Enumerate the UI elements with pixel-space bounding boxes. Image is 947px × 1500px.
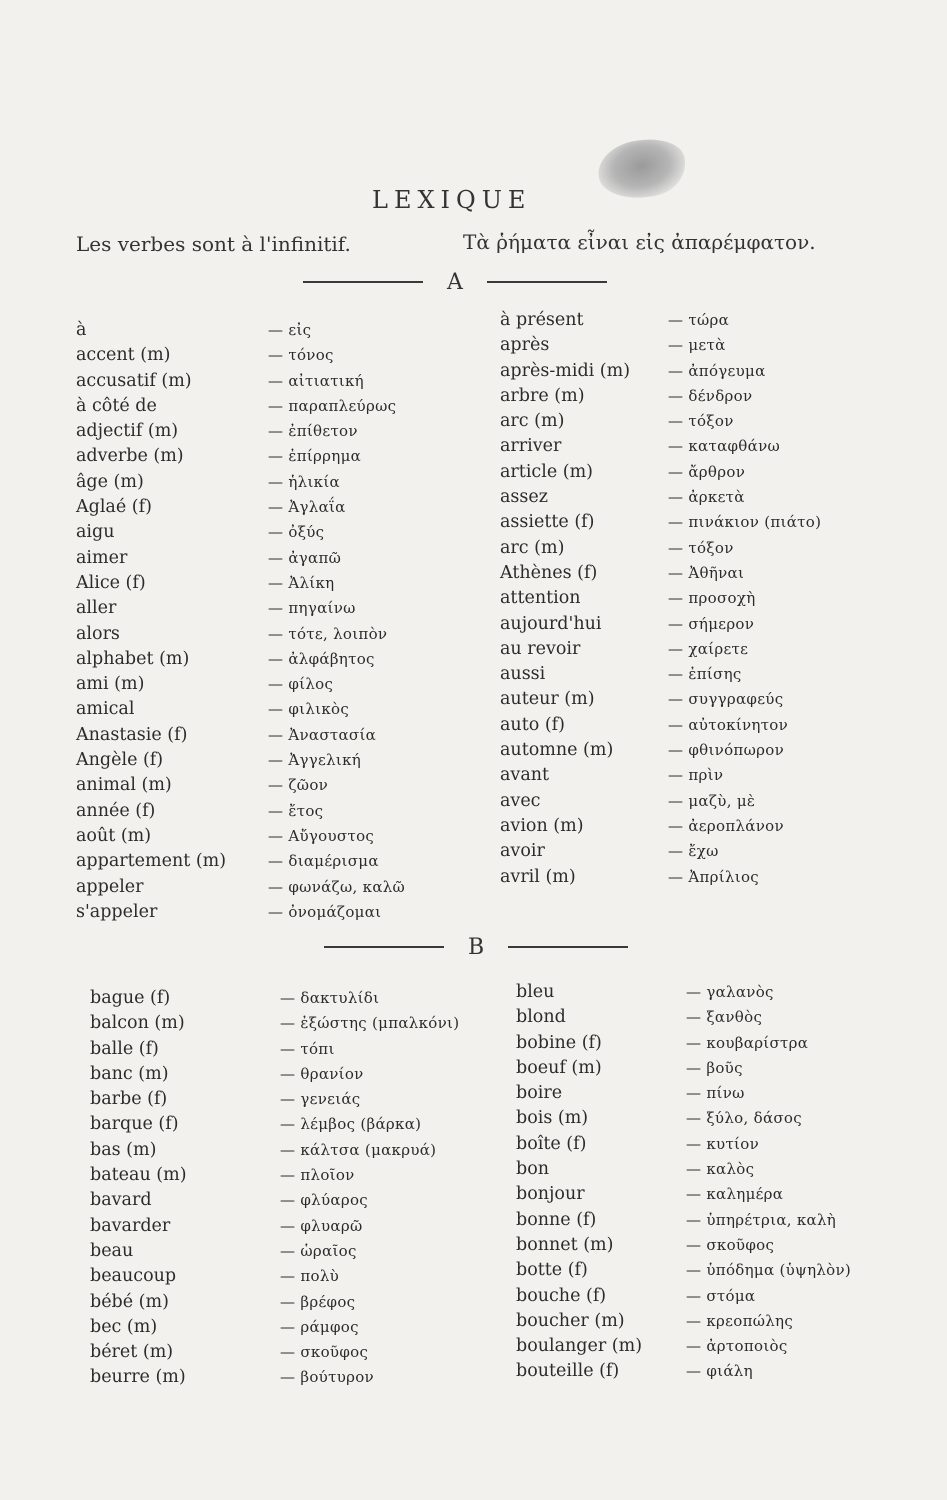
french-term: après: [500, 335, 550, 356]
french-term: aimer: [76, 547, 128, 568]
greek-translation: — τώρα: [668, 311, 730, 329]
greek-translation: — τότε, λοιπὸν: [268, 624, 388, 643]
french-term: bonne (f): [516, 1209, 597, 1230]
french-term: boulanger (m): [516, 1336, 643, 1357]
greek-translation: — βρέφος: [280, 1292, 356, 1311]
french-term: amical: [76, 699, 135, 720]
lexicon-entry: [516, 1284, 947, 1309]
greek-translation: — βούτυρον: [280, 1368, 374, 1387]
french-term: banc (m): [90, 1063, 169, 1084]
lexicon-entry: [516, 980, 947, 1005]
greek-translation: — βοῦς: [686, 1058, 743, 1077]
french-term: à présent: [500, 310, 584, 330]
lexicon-entry: [500, 789, 940, 814]
lexicon-entry: [90, 1188, 530, 1213]
lexicon-entry: [76, 470, 516, 495]
french-term: à: [76, 320, 87, 340]
french-term: bec (m): [90, 1316, 158, 1337]
lexicon-entry: [90, 1062, 530, 1087]
french-term: au revoir: [500, 638, 581, 659]
lexicon-entry: [76, 546, 516, 571]
lexicon-entry: [76, 723, 516, 748]
greek-translation: — εἰς: [268, 321, 312, 339]
section-rule-right: [487, 281, 607, 283]
french-term: adverbe (m): [76, 446, 184, 467]
french-term: bleu: [516, 982, 555, 1002]
section-header-b: [324, 935, 628, 959]
lexicon-entry: [500, 586, 940, 611]
lexicon-entry: [500, 839, 940, 864]
french-term: bobine (f): [516, 1032, 602, 1053]
french-term: botte (f): [516, 1260, 588, 1281]
paper-stain: [593, 131, 691, 206]
french-term: boeuf (m): [516, 1057, 602, 1078]
lexicon-entry: [76, 900, 516, 925]
greek-translation: — Αὔγουστος: [268, 826, 375, 845]
french-term: Anastasie (f): [76, 724, 188, 745]
section-letter: A: [447, 269, 463, 295]
lexicon-entry: [76, 799, 516, 824]
french-term: alphabet (m): [76, 648, 190, 669]
lexicon-entry: [76, 622, 516, 647]
greek-translation: — ἀεροπλάνον: [668, 816, 784, 835]
lexicon-entry: [90, 1315, 530, 1340]
greek-translation: — φίλος: [268, 675, 334, 694]
greek-translation: — χαίρετε: [668, 639, 749, 658]
greek-translation: — σκοῦφος: [686, 1235, 775, 1254]
lexicon-entry: [90, 1340, 530, 1365]
french-term: Angèle (f): [76, 750, 164, 771]
greek-translation: — ἀπόγευμα: [668, 361, 766, 380]
lexicon-entry: [516, 1081, 947, 1106]
greek-translation: — φιλικὸς: [268, 700, 350, 719]
french-term: avant: [500, 765, 550, 786]
section-rule-left: [324, 946, 444, 948]
greek-translation: — ἄρθρον: [668, 462, 746, 481]
lexicon-entry: [90, 1011, 530, 1036]
subtitle-french: Les verbes sont à l'infinitif.: [76, 232, 351, 256]
greek-translation: — πίνω: [686, 1084, 745, 1103]
section-b-column-right: [516, 980, 947, 1385]
lexicon-entry: [76, 748, 516, 773]
french-term: auto (f): [500, 714, 565, 735]
lexicon-entry: [76, 419, 516, 444]
french-term: arriver: [500, 436, 562, 457]
lexicon-entry: [90, 1365, 530, 1390]
greek-translation: — Ἀπρίλιος: [668, 867, 759, 886]
greek-translation: — ἔχω: [668, 842, 719, 861]
french-term: balle (f): [90, 1038, 159, 1059]
lexicon-entry: [500, 612, 940, 637]
lexicon-entry: [76, 672, 516, 697]
lexicon-entry: [76, 495, 516, 520]
lexicon-entry: [500, 662, 940, 687]
lexicon-entry: [90, 986, 530, 1011]
lexicon-entry: [76, 318, 516, 343]
french-term: boucher (m): [516, 1310, 625, 1331]
greek-translation: — ἐπίρρημα: [268, 447, 362, 466]
lexicon-entry: [500, 460, 940, 485]
greek-translation: — Ἀλίκη: [268, 573, 335, 592]
greek-translation: — Ἀθῆναι: [668, 563, 745, 582]
lexicon-entry: [500, 409, 940, 434]
greek-translation: — Ἀγλαΐα: [268, 498, 346, 517]
greek-translation: — ἀγαπῶ: [268, 548, 342, 567]
lexicon-entry: [76, 824, 516, 849]
french-term: beaucoup: [90, 1266, 177, 1287]
greek-translation: — ὑπόδημα (ὑψηλὸν): [686, 1261, 852, 1280]
section-letter: B: [468, 934, 485, 960]
french-term: bonjour: [516, 1184, 585, 1205]
french-term: août (m): [76, 825, 152, 846]
lexicon-entry: [500, 763, 940, 788]
french-term: aujourd'hui: [500, 613, 602, 634]
lexicon-entry: [500, 687, 940, 712]
lexicon-entry: [500, 738, 940, 763]
french-term: adjectif (m): [76, 421, 179, 442]
lexicon-entry: [90, 1087, 530, 1112]
section-rule-right: [508, 946, 628, 948]
lexicon-entry: [90, 1037, 530, 1062]
french-term: à côté de: [76, 395, 157, 416]
greek-translation: — καταφθάνω: [668, 437, 781, 456]
french-term: animal (m): [76, 775, 172, 796]
lexicon-entry: [516, 1208, 947, 1233]
french-term: auteur (m): [500, 689, 595, 710]
greek-translation: — αὐτοκίνητον: [668, 715, 789, 734]
page-title: LEXIQUE: [372, 186, 532, 214]
greek-translation: — κάλτσα (μακρυά): [280, 1140, 437, 1159]
greek-translation: — φθινόπωρον: [668, 741, 784, 760]
lexicon-entry: [500, 485, 940, 510]
greek-translation: — κρεοπώλης: [686, 1311, 794, 1330]
lexicon-entry: [500, 359, 940, 384]
french-term: Athènes (f): [500, 562, 598, 583]
greek-translation: — μαζὺ, μὲ: [668, 791, 756, 810]
french-term: arc (m): [500, 411, 565, 432]
french-term: beau: [90, 1240, 134, 1261]
greek-translation: — ζῶον: [268, 776, 329, 795]
french-term: avion (m): [500, 815, 584, 836]
lexicon-entry: [516, 1157, 947, 1182]
lexicon-entry: [516, 1233, 947, 1258]
lexicon-entry: [516, 1005, 947, 1030]
greek-translation: — κυτίον: [686, 1134, 759, 1153]
french-term: aller: [76, 598, 117, 619]
lexicon-entry: [90, 1264, 530, 1289]
lexicon-entry: [76, 520, 516, 545]
lexicon-entry: [90, 1239, 530, 1264]
greek-translation: — ὀνομάζομαι: [268, 902, 382, 921]
greek-translation: — συγγραφεύς: [668, 690, 784, 709]
french-term: aigu: [76, 522, 115, 543]
lexicon-entry: [500, 713, 940, 738]
greek-translation: — ράμφος: [280, 1317, 359, 1336]
greek-translation: — πολὺ: [280, 1267, 340, 1286]
french-term: automne (m): [500, 740, 614, 761]
lexicon-entry: [76, 596, 516, 621]
lexicon-entry: [516, 1334, 947, 1359]
greek-translation: — ἡλικία: [268, 472, 340, 491]
greek-translation: — φωνάζω, καλῶ: [268, 877, 406, 896]
lexicon-entry: [500, 814, 940, 839]
french-term: bas (m): [90, 1139, 157, 1160]
lexicon-entry: [500, 434, 940, 459]
greek-translation: — αἰτιατική: [268, 371, 364, 390]
french-term: Aglaé (f): [76, 497, 152, 518]
greek-translation: — τόπι: [280, 1039, 335, 1058]
greek-translation: — ξανθὸς: [686, 1008, 763, 1027]
greek-translation: — καλὸς: [686, 1160, 755, 1179]
french-term: bavard: [90, 1190, 152, 1211]
lexicon-entry: [90, 1214, 530, 1239]
french-term: attention: [500, 588, 581, 609]
greek-translation: — μετὰ: [668, 336, 726, 355]
french-term: ami (m): [76, 674, 145, 695]
lexicon-entry: [500, 536, 940, 561]
lexicon-entry: [516, 1359, 947, 1384]
greek-translation: — τόξον: [668, 538, 734, 557]
french-term: bague (f): [90, 988, 171, 1008]
greek-translation: — ἔτος: [268, 801, 324, 820]
greek-translation: — γαλανὸς: [686, 983, 774, 1001]
lexicon-entry: [516, 1056, 947, 1081]
french-term: barbe (f): [90, 1089, 168, 1110]
french-term: après-midi (m): [500, 360, 631, 381]
lexicon-entry: [76, 343, 516, 368]
lexicon-entry: [76, 697, 516, 722]
greek-translation: — ὑπηρέτρια, καλὴ: [686, 1210, 837, 1229]
greek-translation: — πηγαίνω: [268, 599, 356, 618]
greek-translation: — στόμα: [686, 1286, 756, 1305]
french-term: s'appeler: [76, 901, 158, 922]
french-term: avril (m): [500, 866, 576, 887]
greek-translation: — σήμερον: [668, 614, 755, 633]
greek-translation: — σκοῦφος: [280, 1343, 369, 1362]
french-term: article (m): [500, 461, 593, 482]
greek-translation: — λέμβος (βάρκα): [280, 1115, 422, 1134]
lexicon-entry: [90, 1163, 530, 1188]
greek-translation: — ἀλφάβητος: [268, 649, 375, 668]
lexicon-entry: [76, 571, 516, 596]
lexicon-entry: [516, 1106, 947, 1131]
greek-translation: — ὀξύς: [268, 523, 325, 542]
section-b-column-left: [90, 986, 530, 1391]
greek-translation: — ὡραῖος: [280, 1241, 357, 1260]
section-rule-left: [303, 281, 423, 283]
lexicon-entry: [500, 865, 940, 890]
french-term: balcon (m): [90, 1013, 185, 1034]
greek-translation: — δένδρον: [668, 386, 753, 405]
greek-translation: — ἀρκετὰ: [668, 488, 745, 507]
greek-translation: — διαμέρισμα: [268, 852, 379, 871]
greek-translation: — Ἀναστασία: [268, 725, 377, 744]
lexicon-entry: [500, 510, 940, 535]
greek-translation: — Ἀγγελική: [268, 751, 362, 770]
section-a-column-right: [500, 308, 940, 890]
section-a-column-left: [76, 318, 516, 925]
french-term: béret (m): [90, 1342, 174, 1363]
greek-translation: — παραπλεύρως: [268, 396, 397, 415]
greek-translation: — προσοχὴ: [668, 589, 756, 608]
lexicon-entry: [516, 1182, 947, 1207]
greek-translation: — ἐξώστης (μπαλκόνι): [280, 1014, 460, 1033]
lexicon-entry: [90, 1138, 530, 1163]
greek-translation: — φλύαρος: [280, 1191, 368, 1210]
lexicon-entry: [516, 1132, 947, 1157]
greek-translation: — ξύλο, δάσος: [686, 1109, 802, 1128]
greek-translation: — πλοῖον: [280, 1166, 355, 1185]
french-term: appartement (m): [76, 851, 227, 872]
greek-translation: — φλυαρῶ: [280, 1216, 363, 1235]
greek-translation: — κουβαρίστρα: [686, 1033, 809, 1052]
french-term: bouteille (f): [516, 1361, 620, 1382]
greek-translation: — καλημέρα: [686, 1185, 784, 1204]
french-term: arbre (m): [500, 385, 585, 406]
lexicon-entry: [500, 308, 940, 333]
french-term: assiette (f): [500, 512, 595, 533]
lexicon-entry: [76, 444, 516, 469]
french-term: bois (m): [516, 1108, 589, 1129]
lexicon-entry: [90, 1112, 530, 1137]
french-term: bon: [516, 1159, 550, 1180]
greek-translation: — ἐπίσης: [668, 665, 742, 684]
lexicon-entry: [516, 1031, 947, 1056]
lexicon-entry: [76, 849, 516, 874]
greek-translation: — ἐπίθετον: [268, 422, 358, 441]
lexicon-entry: [500, 333, 940, 358]
greek-translation: — τόνος: [268, 346, 334, 365]
french-term: appeler: [76, 876, 144, 897]
greek-translation: — τόξον: [668, 412, 734, 431]
french-term: boîte (f): [516, 1133, 587, 1154]
french-term: blond: [516, 1007, 566, 1028]
section-header-a: [303, 270, 607, 294]
greek-translation: — πρὶν: [668, 766, 724, 785]
lexicon-entry: [90, 1290, 530, 1315]
french-term: avoir: [500, 841, 545, 862]
french-term: bateau (m): [90, 1165, 187, 1186]
greek-translation: — ἀρτοποιὸς: [686, 1337, 788, 1356]
french-term: aussi: [500, 664, 546, 685]
french-term: bonnet (m): [516, 1234, 614, 1255]
french-term: barque (f): [90, 1114, 179, 1135]
french-term: alors: [76, 623, 120, 644]
french-term: accusatif (m): [76, 370, 192, 391]
lexicon-entry: [516, 1309, 947, 1334]
french-term: assez: [500, 487, 548, 508]
french-term: avec: [500, 790, 541, 811]
lexicon-entry: [76, 773, 516, 798]
lexicon-entry: [516, 1258, 947, 1283]
french-term: accent (m): [76, 345, 171, 366]
lexicon-entry: [500, 637, 940, 662]
french-term: année (f): [76, 800, 156, 821]
lexicon-entry: [76, 394, 516, 419]
french-term: bouche (f): [516, 1285, 607, 1306]
greek-translation: — δακτυλίδι: [280, 989, 380, 1007]
lexicon-entry: [500, 561, 940, 586]
greek-translation: — φιάλη: [686, 1362, 753, 1381]
lexicon-entry: [76, 369, 516, 394]
french-term: bavarder: [90, 1215, 171, 1236]
french-term: arc (m): [500, 537, 565, 558]
french-term: bébé (m): [90, 1291, 169, 1312]
greek-translation: — θρανίον: [280, 1064, 364, 1083]
greek-translation: — γενειάς: [280, 1090, 361, 1109]
lexicon-entry: [500, 384, 940, 409]
french-term: boire: [516, 1083, 563, 1104]
french-term: beurre (m): [90, 1367, 186, 1388]
subtitle-greek: Τὰ ῥήματα εἶναι εἰς ἀπαρέμφατον.: [463, 230, 816, 254]
lexicon-entry: [76, 647, 516, 672]
french-term: âge (m): [76, 471, 144, 492]
greek-translation: — πινάκιον (πιάτο): [668, 513, 822, 532]
lexicon-entry: [76, 875, 516, 900]
french-term: Alice (f): [76, 572, 146, 593]
